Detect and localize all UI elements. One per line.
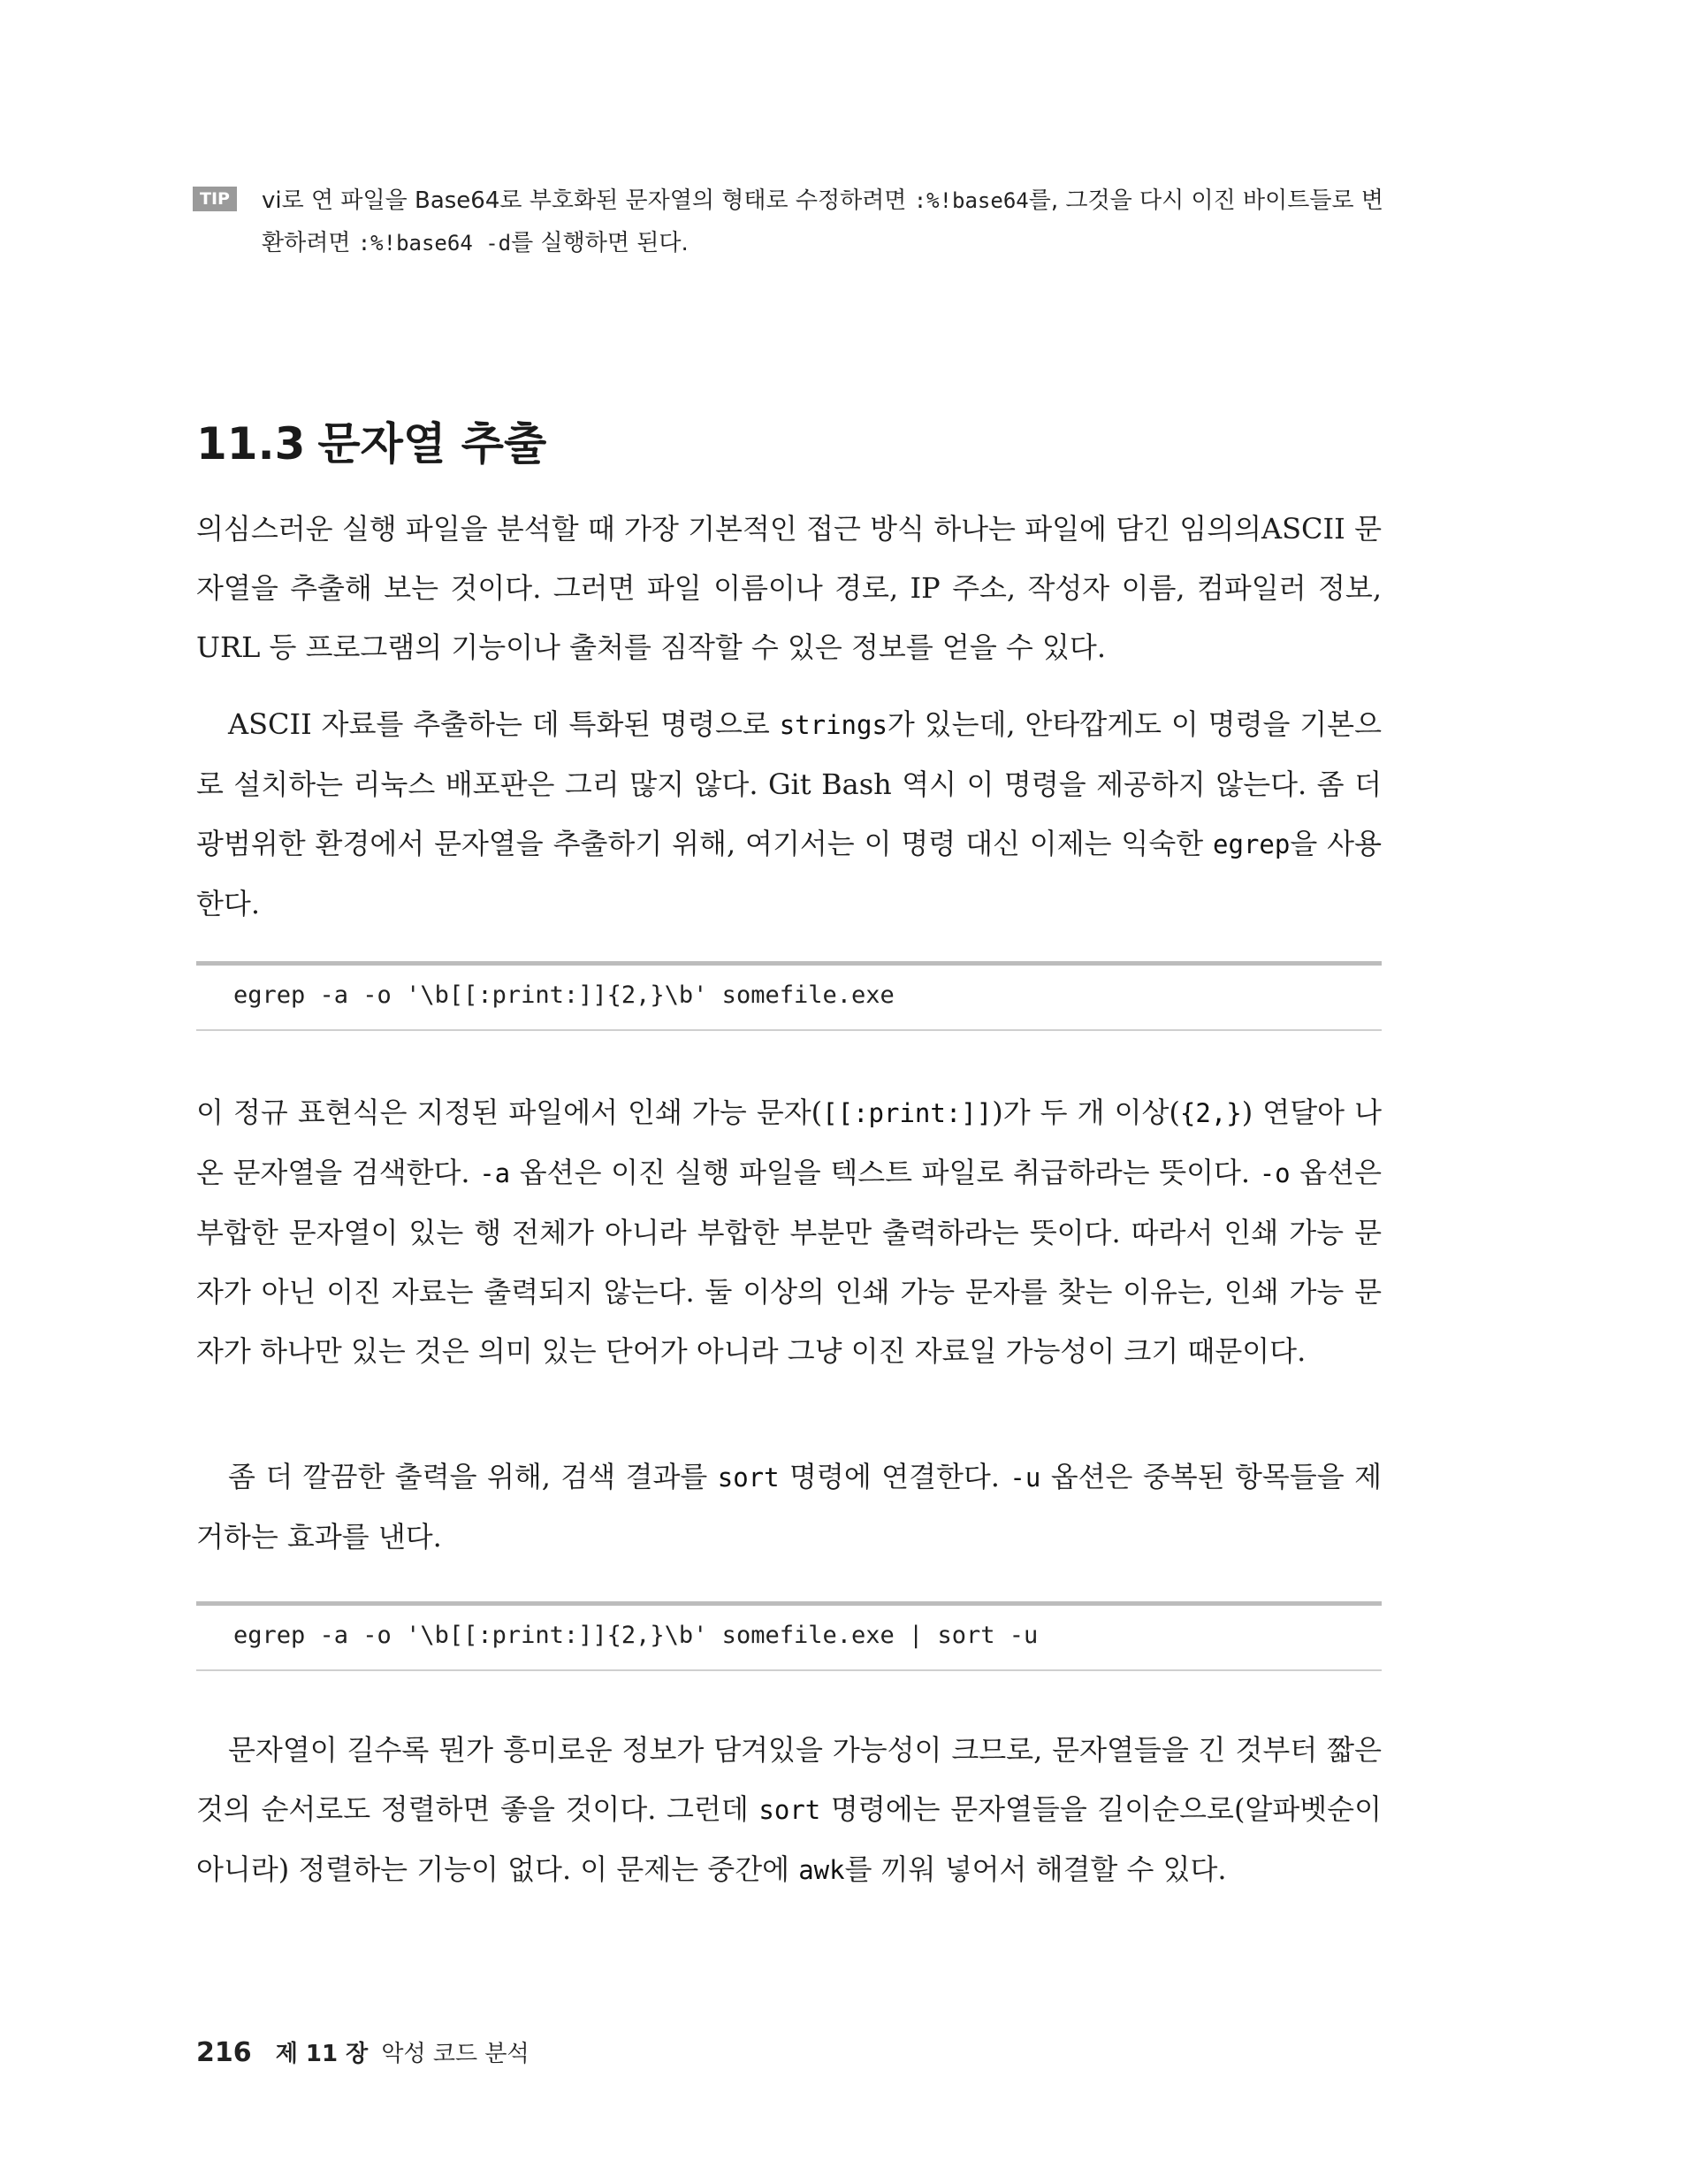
code-line: egrep -a -o '\b[[:print:]]{2,}\b' somefile.exe [233,981,895,1009]
tip-code: :%!base64 [913,188,1029,213]
inline-code: awk [798,1855,845,1885]
chapter-label: 제 11 장 [275,2041,369,2067]
paragraph [196,1083,1382,1381]
tip-text [262,179,1384,264]
paragraph-text: 좀 더 깔끔한 출력을 위해, 검색 결과를 [228,1460,718,1493]
code-block [196,1601,1382,1671]
section-number: 11.3 [196,418,306,470]
inline-code: sort [758,1795,821,1825]
inline-code: strings [779,710,888,740]
paragraph-text: )가 두 개 이상( [992,1096,1180,1129]
paragraph-text: 를 끼워 넣어서 해결할 수 있다. [844,1852,1227,1886]
paragraph-text: 옵션은 중복된 항목들을 제거하는 효과를 낸다. [196,1460,1382,1554]
paragraph [196,1447,1382,1567]
inline-code: -o [1259,1158,1291,1188]
tip-code: :%!base64 -d [357,231,512,256]
paragraph-text: 명령에 연결한다. [779,1460,1010,1493]
inline-code: {2,} [1179,1098,1242,1128]
tip-badge: TIP [193,187,237,211]
paragraph-text: 옵션은 이진 실행 파일을 텍스트 파일로 취급하라는 뜻이다. [510,1156,1260,1189]
code-line: egrep -a -o '\b[[:print:]]{2,}\b' somefile.exe | sort -u [233,1622,1039,1649]
page-number: 216 [196,2037,252,2068]
paragraph-text: ) 연달아 나온 문자열을 검색한다. [196,1096,1382,1189]
inline-code: -u [1009,1462,1041,1493]
chapter-title: 악성 코드 분석 [381,2041,530,2067]
page-footer [196,2035,530,2068]
inline-code: [[:print:]] [822,1098,993,1128]
paragraph-text: ASCII 자료를 추출하는 데 특화된 명령으로 [228,707,780,741]
paragraph: 의심스러운 실행 파일을 분석할 때 가장 기본적인 접근 방식 하나는 파일에 담긴 임의의ASCII 문자열을 추출해 보는 것이다. 그러면 파일 이름이나 경로, IP 주소, 작성자 이름, 컴파일러 정보, URL 등 프로그램의 기능이나 출처를 짐작할 수 있은 정보를 얻을 수 있다. [196,512,1382,664]
paragraph-text: 명령에는 문자열들을 길이순으로(알파벳순이 아니라) 정렬하는 기능이 없다. 이 문제는 중간에 [196,1792,1382,1886]
paragraph-text: 옵션은 부합한 문자열이 있는 행 전체가 아니라 부합한 부분만 출력하라는 뜻이다. 따라서 인쇄 가능 문자가 아닌 이진 자료는 출력되지 않는다. 둘 이상의 인쇄 가능 문자를 찾는 이유는, 인쇄 가능 문자가 하나만 있는 것은 의미 있는 단어가 아니라 그냥 이진 자료일 가능성이 크기 때문이다. [196,1156,1382,1368]
paragraph-text: 을 사용한다. [196,827,1382,920]
paragraph [196,1721,1382,1900]
inline-code: -a [479,1158,511,1188]
paragraph-text: 이 정규 표현식은 지정된 파일에서 인쇄 가능 문자( [196,1096,823,1129]
inline-code: sort [717,1462,780,1493]
section-title [196,409,546,472]
paragraph-text: 문자열이 길수록 뭔가 흥미로운 정보가 담겨있을 가능성이 크므로, 문자열들을 긴 것부터 짧은 것의 순서로도 정렬하면 좋을 것이다. 그런데 [196,1733,1382,1826]
tip-text-part: 를 실행하면 된다. [511,230,689,256]
paragraph-text: 가 있는데, 안타깝게도 이 명령을 기본으로 설치하는 리눅스 배포판은 그리 많지 않다. Git Bash 역시 이 명령을 제공하지 않는다. 좀 더 광범위한 환경에서 문자열을 추출하기 위해, 여기서는 이 명령 대신 이제는 익숙한 [196,707,1383,860]
code-block [196,961,1382,1031]
tip-text-part: vi로 연 파일을 Base64로 부호화된 문자열의 형태로 수정하려면 [262,187,914,214]
paragraph [196,695,1382,934]
tip-text-part: 를, 그것을 다시 이진 바이트들로 변환하려면 [262,187,1383,256]
section-heading-text: 문자열 추출 [317,418,547,470]
inline-code: egrep [1213,829,1291,859]
